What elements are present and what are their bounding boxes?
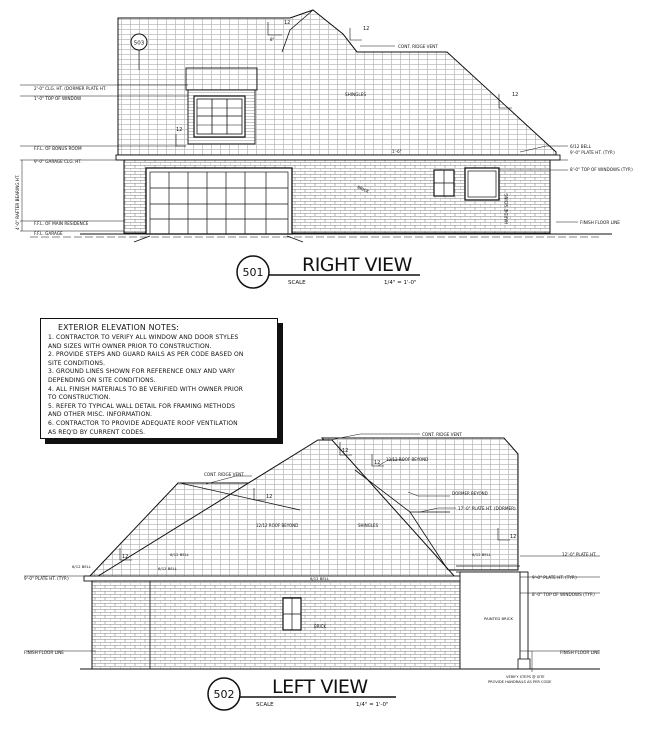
lv-finish-floor-left: FINISH FLOOR LINE [24,650,64,655]
rv-brick-label: BRICK [356,184,370,195]
lv-roof-beyond-a: 12/12 ROOF BEYOND [386,457,429,462]
lv-bell-d: 6/12 BELL [472,552,491,557]
lv-finish-floor-right: FINISH FLOOR LINE [560,650,600,655]
note-line: TO CONSTRUCTION. [48,394,111,402]
rv-dormer-plate-label: 2'-0" CLG. HT. (DORMER PLATE HT. [34,86,107,91]
rv-garage-clg-label: 9'-0" GARAGE CLG. HT. [34,159,82,164]
rv-plate-ht-label: 9'-0" PLATE HT. (TYP.) [570,150,615,155]
rv-garage-ffl-label: F.F.L. GARAGE [34,231,63,236]
rv-shingles-label: SHINGLES [345,92,367,97]
rv-top-window-label: 1'-0" TOP OF WINDOW [34,96,82,101]
note-line: 6. CONTRACTOR TO PROVIDE ADEQUATE ROOF VENTILATION [48,419,238,427]
lv-pitch-d: 12 [122,554,129,560]
note-line: AS REQ'D BY CURRENT CODES. [48,428,146,436]
lv-scale-label: SCALE [256,702,274,708]
rv-main-roof [118,10,556,157]
lv-shingles: SHINGLES [358,523,379,528]
rv-marker: 503 [133,40,145,47]
exterior-elevation-notes [40,318,278,439]
note-line: AND OTHER MISC. INFORMATION. [48,411,153,419]
notes-list [48,334,270,437]
rv-top-windows-label: 8'-0" TOP OF WINDOWS (TYP.) [570,167,633,172]
lv-dormer-plate: 17'-0" PLATE HT. (DORMER) [458,506,516,511]
left-view-drawing [24,432,600,710]
rv-detail-number: 501 [242,266,264,279]
lv-pitch-a: 12 [342,448,349,454]
note-line: 5. REFER TO TYPICAL WALL DETAIL FOR FRAMING METHODS [48,402,236,410]
lv-brick: BRICK [314,624,327,629]
lv-pitch-e: 12 [510,534,517,540]
rv-side-window-large [465,168,499,200]
note-line: 4. ALL FINISH MATERIALS TO BE VERIFIED WITH OWNER PRIOR [48,385,244,393]
rv-dim-a: 1'-6" [392,149,402,154]
rv-pitch-d: 12 [176,127,183,133]
rv-siding-label: HARDIE SIDING [504,193,509,224]
rv-pitch-c: 12 [512,92,519,98]
lv-plate-12: 12'-0" PLATE HT. [562,552,597,557]
rv-pitch-a: 12 [284,20,291,26]
lv-bell-c: 6/12 BELL [170,552,189,557]
rv-ridge-vent-label: CONT. RIDGE VENT [398,44,438,49]
lv-bell-b: 6/12 BELL [158,566,177,571]
lv-top-windows: 8'-0" TOP OF WINDOWS (TYP.) [532,592,595,597]
note-line: 3. GROUND LINES SHOWN FOR REFERENCE ONLY AND VARY [48,368,235,376]
lv-brick-wall [92,581,460,669]
rv-bell-label: 6/12 BELL [570,144,591,149]
rv-pitch-b: 12 [363,26,370,32]
note-line: SITE CONDITIONS. [48,359,106,367]
lv-roof-beyond-b: 12/12 ROOF BEYOND [256,523,299,528]
lv-scale-value: 1/4" = 1'-0" [356,702,389,708]
rv-bonus-room-label: F.F.L. OF BONUS ROOM [34,146,82,151]
lv-title: LEFT VIEW [272,676,368,698]
lv-ridge-vent-left: CONT. RIDGE VENT [204,472,244,477]
rv-dormer [186,68,257,144]
lv-pitch-b: 12 [374,460,381,466]
rv-title: RIGHT VIEW [302,254,412,276]
lv-bell-a: 6/12 BELL [72,564,91,569]
lv-window [283,598,301,630]
rv-scale-value: 1/4" = 1'-0" [384,280,417,286]
lv-pitch-c: 12 [266,494,273,500]
rv-scale-label: SCALE [288,280,306,286]
lv-plate-9-left: 9'-0" PLATE HT. (TYP.) [24,576,69,581]
lv-ridge-vent-top: CONT. RIDGE VENT [422,432,462,437]
lv-dormer-beyond: DORMER BEYOND [452,491,488,496]
rv-finish-floor-label: FINISH FLOOR LINE [580,220,620,225]
notes-title: EXTERIOR ELEVATION NOTES: [58,323,180,332]
rv-dim-b: 8" [270,37,275,42]
note-line: 2. PROVIDE STEPS AND GUARD RAILS AS PER CODE BASED ON [48,351,244,359]
rv-side-window-small [434,170,454,196]
note-line: AND SIZES WITH OWNER PRIOR TO CONSTRUCTION. [48,342,212,350]
note-line: DEPENDING ON SITE CONDITIONS. [48,376,156,384]
lv-handrails: PROVIDE HANDRAILS AS PER CODE [488,680,552,684]
lv-plate-9-right: 9'-0" PLATE HT. (TYP.) [532,575,577,580]
lv-detail-number: 502 [213,688,235,701]
rv-garage-door [146,168,292,234]
lv-verify-steps: VERIFY STEPS @ SITE [506,675,545,679]
rv-main-residence-label: F.F.L. OF MAIN RESIDENCE [34,221,89,226]
rv-rafter-label: 4'-0" RAFTER BEARING HT. [15,174,20,230]
lv-bell-e: 6/12 BELL [310,576,329,581]
right-view-drawing [15,10,633,288]
lv-painted-brick: PAINTED BRICK [484,616,513,621]
note-line: 1. CONTRACTOR TO VERIFY ALL WINDOW AND DOOR STYLES [48,334,239,341]
